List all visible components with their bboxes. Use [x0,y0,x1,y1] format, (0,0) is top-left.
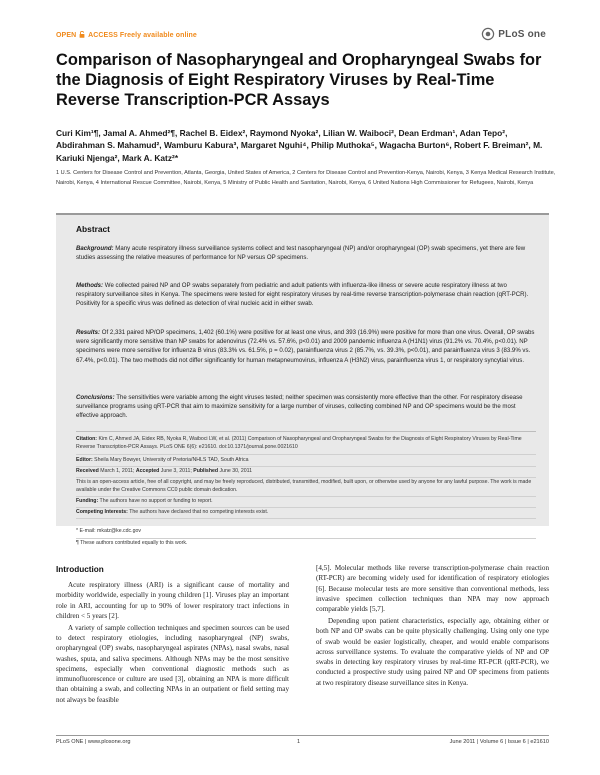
meta-divider [76,496,536,497]
corresponding-email[interactable]: * E-mail: mkatz@ke.cdc.gov [76,528,141,534]
journal-website[interactable]: PLoS ONE | www.plosone.org [56,739,131,745]
meta-divider [76,477,536,478]
plos-logo-icon [481,27,495,41]
meta-divider [76,538,536,539]
article-title: Comparison of Nasopharyngeal and Oropharyngeal Swabs for the Diagnosis of Eight Respiratory Viruses by Real-Time Reverse Transcription-PCR Assays [56,51,542,109]
author-list: Curi Kim¹¶, Jamal A. Ahmed²¶, Rachel B. Eidex², Raymond Nyoka², Lilian W. Waiboci², Dean Erdman¹, Adan Tepo², Abdirahman S. Mahamud², Wamburu Kabura³, Margaret Nguhi⁴, Philip Muthoka⁵, Wagacha Burton⁶, Robert F. Breiman², M. Kariuki Njenga², Mark A. Katz²* [56,128,543,163]
introduction-heading: Introduction [56,565,104,574]
competing-label: Competing Interests: [76,509,128,515]
competing-text: The authors have declared that no competing interests exist. [129,509,269,515]
published-date: June 30, 2011 [219,468,252,474]
background-label: Background: [76,245,114,252]
access-label: ACCESS [88,32,118,39]
page-footer [56,739,549,751]
right-column [316,563,549,690]
received-label: Received [76,468,99,474]
open-lock-icon [79,31,85,38]
affiliations: 1 U.S. Centers for Disease Control and Prevention, Atlanta, Georgia, United States of America, 2 Centers for Disease Control and Prevention-Kenya, Nairobi, Kenya, 3 Kenya Medical Research Institute, Nairobi, Kenya, 4 International Rescue Committee, Nairobi, Kenya, 5 Ministry of Public Health and Sanitation, Nairobi, Kenya, 6 United Nations High Commissioner for Refugees, Nairobi, Kenya [56,170,556,186]
page-number: 1 [297,739,301,745]
citation-label: Citation: [76,436,98,442]
open-access-badge[interactable] [56,31,197,39]
competing-interests [76,509,536,517]
meta-divider [76,507,536,508]
conclusions-text: The sensitivities were variable among the eight viruses tested; neither specimen was consistently more effective than the other. For respiratory disease surveillance programs using qRT-PCR that aim to maximize sensitivity for a large number of viruses, collecting combined NP and OP specimens would be the most effective approach. [76,394,523,420]
meta-divider [76,518,536,519]
meta-divider [76,466,536,467]
plos-one-logo[interactable] [481,27,546,41]
abstract-heading: Abstract [76,224,110,234]
results-text: Of 2,331 paired NP/OP specimens, 1,402 (60.1%) were positive for at least one virus, and 393 (16.9%) were positive for more than one virus. Overall, OP swabs were significantly more sensitive than NP swabs for adenovirus (72.4% vs. 57.6%, p<0.01) and 2009 pandemic influenza A (H1N1) virus (91.2% vs. 70.4%, p<0.01). NP specimens were more sensitive for influenza B virus (83.3% vs. 61.5%, p = 0.02), parainfluenza virus 2 (85.7%, vs. 39.3%, p<0.01), and parainfluenza virus 3 (83.9% vs. 67.4%, p<0.01). The two methods did not differ significantly for human metapneumovirus, influenza A (H3N2) virus, parainfluenza virus 1, or respiratory syncytial virus. [76,329,535,364]
journal-header [56,29,546,43]
abstract-methods [76,281,536,309]
dates-info [76,468,536,476]
abstract-background [76,244,536,262]
citation-text[interactable]: Kim C, Ahmed JA, Eidex RB, Nyoka R, Waiboci LW, et al. (2011) Comparison of Nasopharyngeal and Oropharyngeal Swabs for the Diagnosis of Eight Respiratory Viruses by Real-Time Reverse Transcription-PCR Assays. PLoS ONE 6(6): e21610. doi:10.1371/journal.pone.0021610 [76,436,522,450]
issue-info: June 2011 | Volume 6 | Issue 6 | e21610 [449,739,549,745]
footer-divider [56,735,549,736]
meta-divider [76,454,536,455]
accepted-date: June 3, 2011; [160,468,192,474]
paragraph: A variety of sample collection techniques and specimen sources can be used to detect respiratory etiologies, including nasopharyngeal (NP) swabs, oropharyngeal (OP) swabs, nasopharyngeal aspirates (NPAs), nasal swabs, nasal washes, sputa, and saliva specimens. Although NPAs may be the most sensitive specimens, especially when conventional diagnostic methods such as immunofluorescence or culture are used [3], obtaining an NPA is more difficult than obtaining a swab, and collecting NPAs in an outpatient or field setting may not always be feasible [56,623,289,704]
abstract-results [76,328,536,365]
results-label: Results: [76,329,101,336]
paragraph: Acute respiratory illness (ARI) is a significant cause of mortality and morbidity worldwide, especially in young children [1]. Viruses play an important role in ARI, accounting for up to 90% of lower respiratory tract infections in children < 5 years [2]. [56,581,289,620]
paragraph: [4,5]. Molecular methods like reverse transcription-polymerase chain reaction (RT-PCR) are becoming widely used for identification of respiratory etiologies [6]. Because molecular tests are more sensitive than conventional methods, less invasive specimen collection techniques than NPA may now approach comparable yields [5,7]. [316,564,549,614]
editor-label: Editor: [76,457,93,463]
paragraph: Depending upon patient characteristics, especially age, obtaining either or both NP and OP swabs can be quite physically challenging. Using only one type of swab would be easier logistically, cheaper, and would enable comparisons across surveillance systems. To evaluate the comparative yields of NP and OP swabs in detecting key respiratory viruses by real-time RT-PCR (qRT-PCR), we conducted a prospective study using paired NP and OP specimens from patients at two respiratory disease surveillance sites in Kenya. [316,616,549,687]
funding-label: Funding: [76,498,99,504]
accepted-label: Accepted [135,468,160,474]
abstract-divider [76,431,536,432]
journal-logo-text: PLoS one [498,28,546,40]
conclusions-label: Conclusions: [76,394,115,401]
freely-available-label: Freely available online [119,32,197,39]
editor-text: Sheila Mary Bowyer, University of Pretoria/NHLS TAD, South Africa [94,457,249,463]
published-label: Published [193,468,219,474]
abstract-conclusions [76,393,536,421]
equal-contribution-note: ¶ These authors contributed equally to this work. [76,540,188,546]
funding-info [76,498,536,506]
received-date: March 1, 2011; [100,468,135,474]
background-text: Many acute respiratory illness surveillance systems collect and test nasopharyngeal (NP) and/or oropharyngeal (OP) swab specimens, yet there are few studies assessing the relative measures of performance for NP versus OP specimens. [76,245,526,262]
left-column [56,580,289,707]
citation [76,436,536,451]
methods-text: We collected paired NP and OP swabs separately from pediatric and adult patients with influenza-like illness or severe acute respiratory illness at two respiratory surveillance sites in Kenya. The specimens were tested for eight respiratory viruses by real-time reverse transcription-polymerase chain reaction (qRT-PCR). Positivity for a specific virus was defined as detection of viral nucleic acid in either swab. [76,282,529,308]
methods-label: Methods: [76,282,104,289]
abstract-panel [56,213,549,526]
funding-text: The authors have no support or funding to report. [99,498,213,504]
copyright-notice: This is an open-access article, free of all copyright, and may be freely reproduced, distributed, transmitted, modified, built upon, or otherwise used by anyone for any lawful purpose. The work is made available under the Creative Commons CC0 public domain dedication. [76,479,532,493]
open-label: OPEN [56,32,77,39]
editor-info [76,457,536,465]
